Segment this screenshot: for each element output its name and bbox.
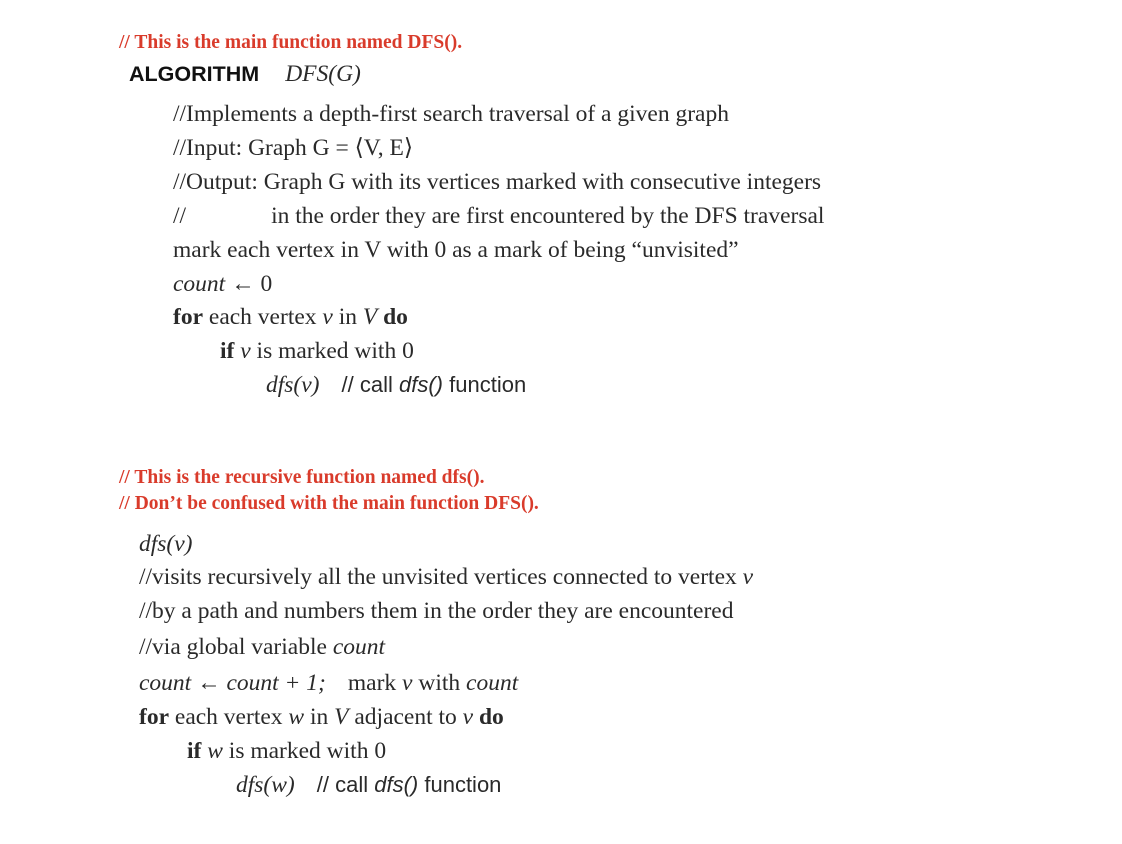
loop-variable: w [288, 704, 305, 730]
count-variable: count [173, 271, 226, 297]
for-loop-line [173, 306, 408, 330]
dfs-description-3: //via global variable count [139, 634, 386, 660]
mark-vertices-line: mark each vertex in V with 0 as a mark of being “unvisited” [173, 237, 739, 263]
for-keyword: for [173, 304, 204, 330]
loop-variable: v [322, 304, 333, 330]
if-condition-text: is marked with 0 [228, 738, 387, 764]
description-line-1: //Implements a depth-first search traversal of a given graph [173, 101, 729, 127]
algorithm-keyword: ALGORITHM [129, 62, 260, 86]
output-continuation [173, 205, 824, 229]
count-increment-line: count ← count + 1; mark v with count [139, 670, 519, 696]
if-condition-text: is marked with 0 [256, 338, 414, 364]
if-line [220, 340, 414, 364]
algorithm-header [129, 63, 361, 87]
if-variable: v [240, 338, 251, 364]
comment-prefix: // [173, 203, 187, 229]
count-init-value: 0 [260, 271, 273, 297]
output-line: //Output: Graph G with its vertices marked with consecutive integers [173, 169, 822, 195]
call-line [236, 774, 501, 798]
call-comment: // call dfs() function [341, 372, 527, 397]
dfs-description-2: //by a path and numbers them in the order they are encountered [139, 598, 734, 624]
if-line [187, 740, 386, 764]
call-line [266, 374, 526, 398]
for-keyword: for [139, 704, 170, 730]
input-line: //Input: Graph G = ⟨V, E⟩ [173, 135, 414, 161]
for-adjacent-line: for each vertex w in V adjacent to v do [139, 704, 504, 730]
dfs-description-1: //visits recursively all the unvisited vertices connected to vertex v [139, 564, 754, 590]
dfs-signature: dfs(v) [139, 531, 193, 557]
recursive-function-comment: // This is the recursive function named dfs(). [119, 467, 485, 488]
output-continuation-text: in the order they are first encountered by the DFS traversal [271, 203, 825, 229]
count-init-line: count ← 0 [173, 271, 273, 297]
do-keyword: do [478, 704, 504, 730]
do-keyword: do [383, 304, 408, 330]
count-increment: count + 1; [226, 670, 326, 696]
call-comment: // call dfs() function [316, 772, 502, 797]
if-keyword: if [187, 738, 202, 764]
if-variable: w [207, 738, 223, 764]
dfs-call: dfs(w) [236, 772, 295, 798]
vertex-set: V [362, 304, 378, 330]
dfs-call: dfs(v) [266, 372, 320, 398]
if-keyword: if [220, 338, 235, 364]
for-text-in: in [338, 304, 357, 330]
confusion-warning-comment: // Don’t be confused with the main function DFS(). [119, 493, 539, 514]
for-text: each vertex [208, 304, 317, 330]
count-variable: count [139, 670, 192, 696]
main-function-comment: // This is the main function named DFS(). [119, 32, 463, 53]
vertex-set: V [334, 704, 349, 730]
algorithm-name: DFS(G) [285, 61, 361, 87]
